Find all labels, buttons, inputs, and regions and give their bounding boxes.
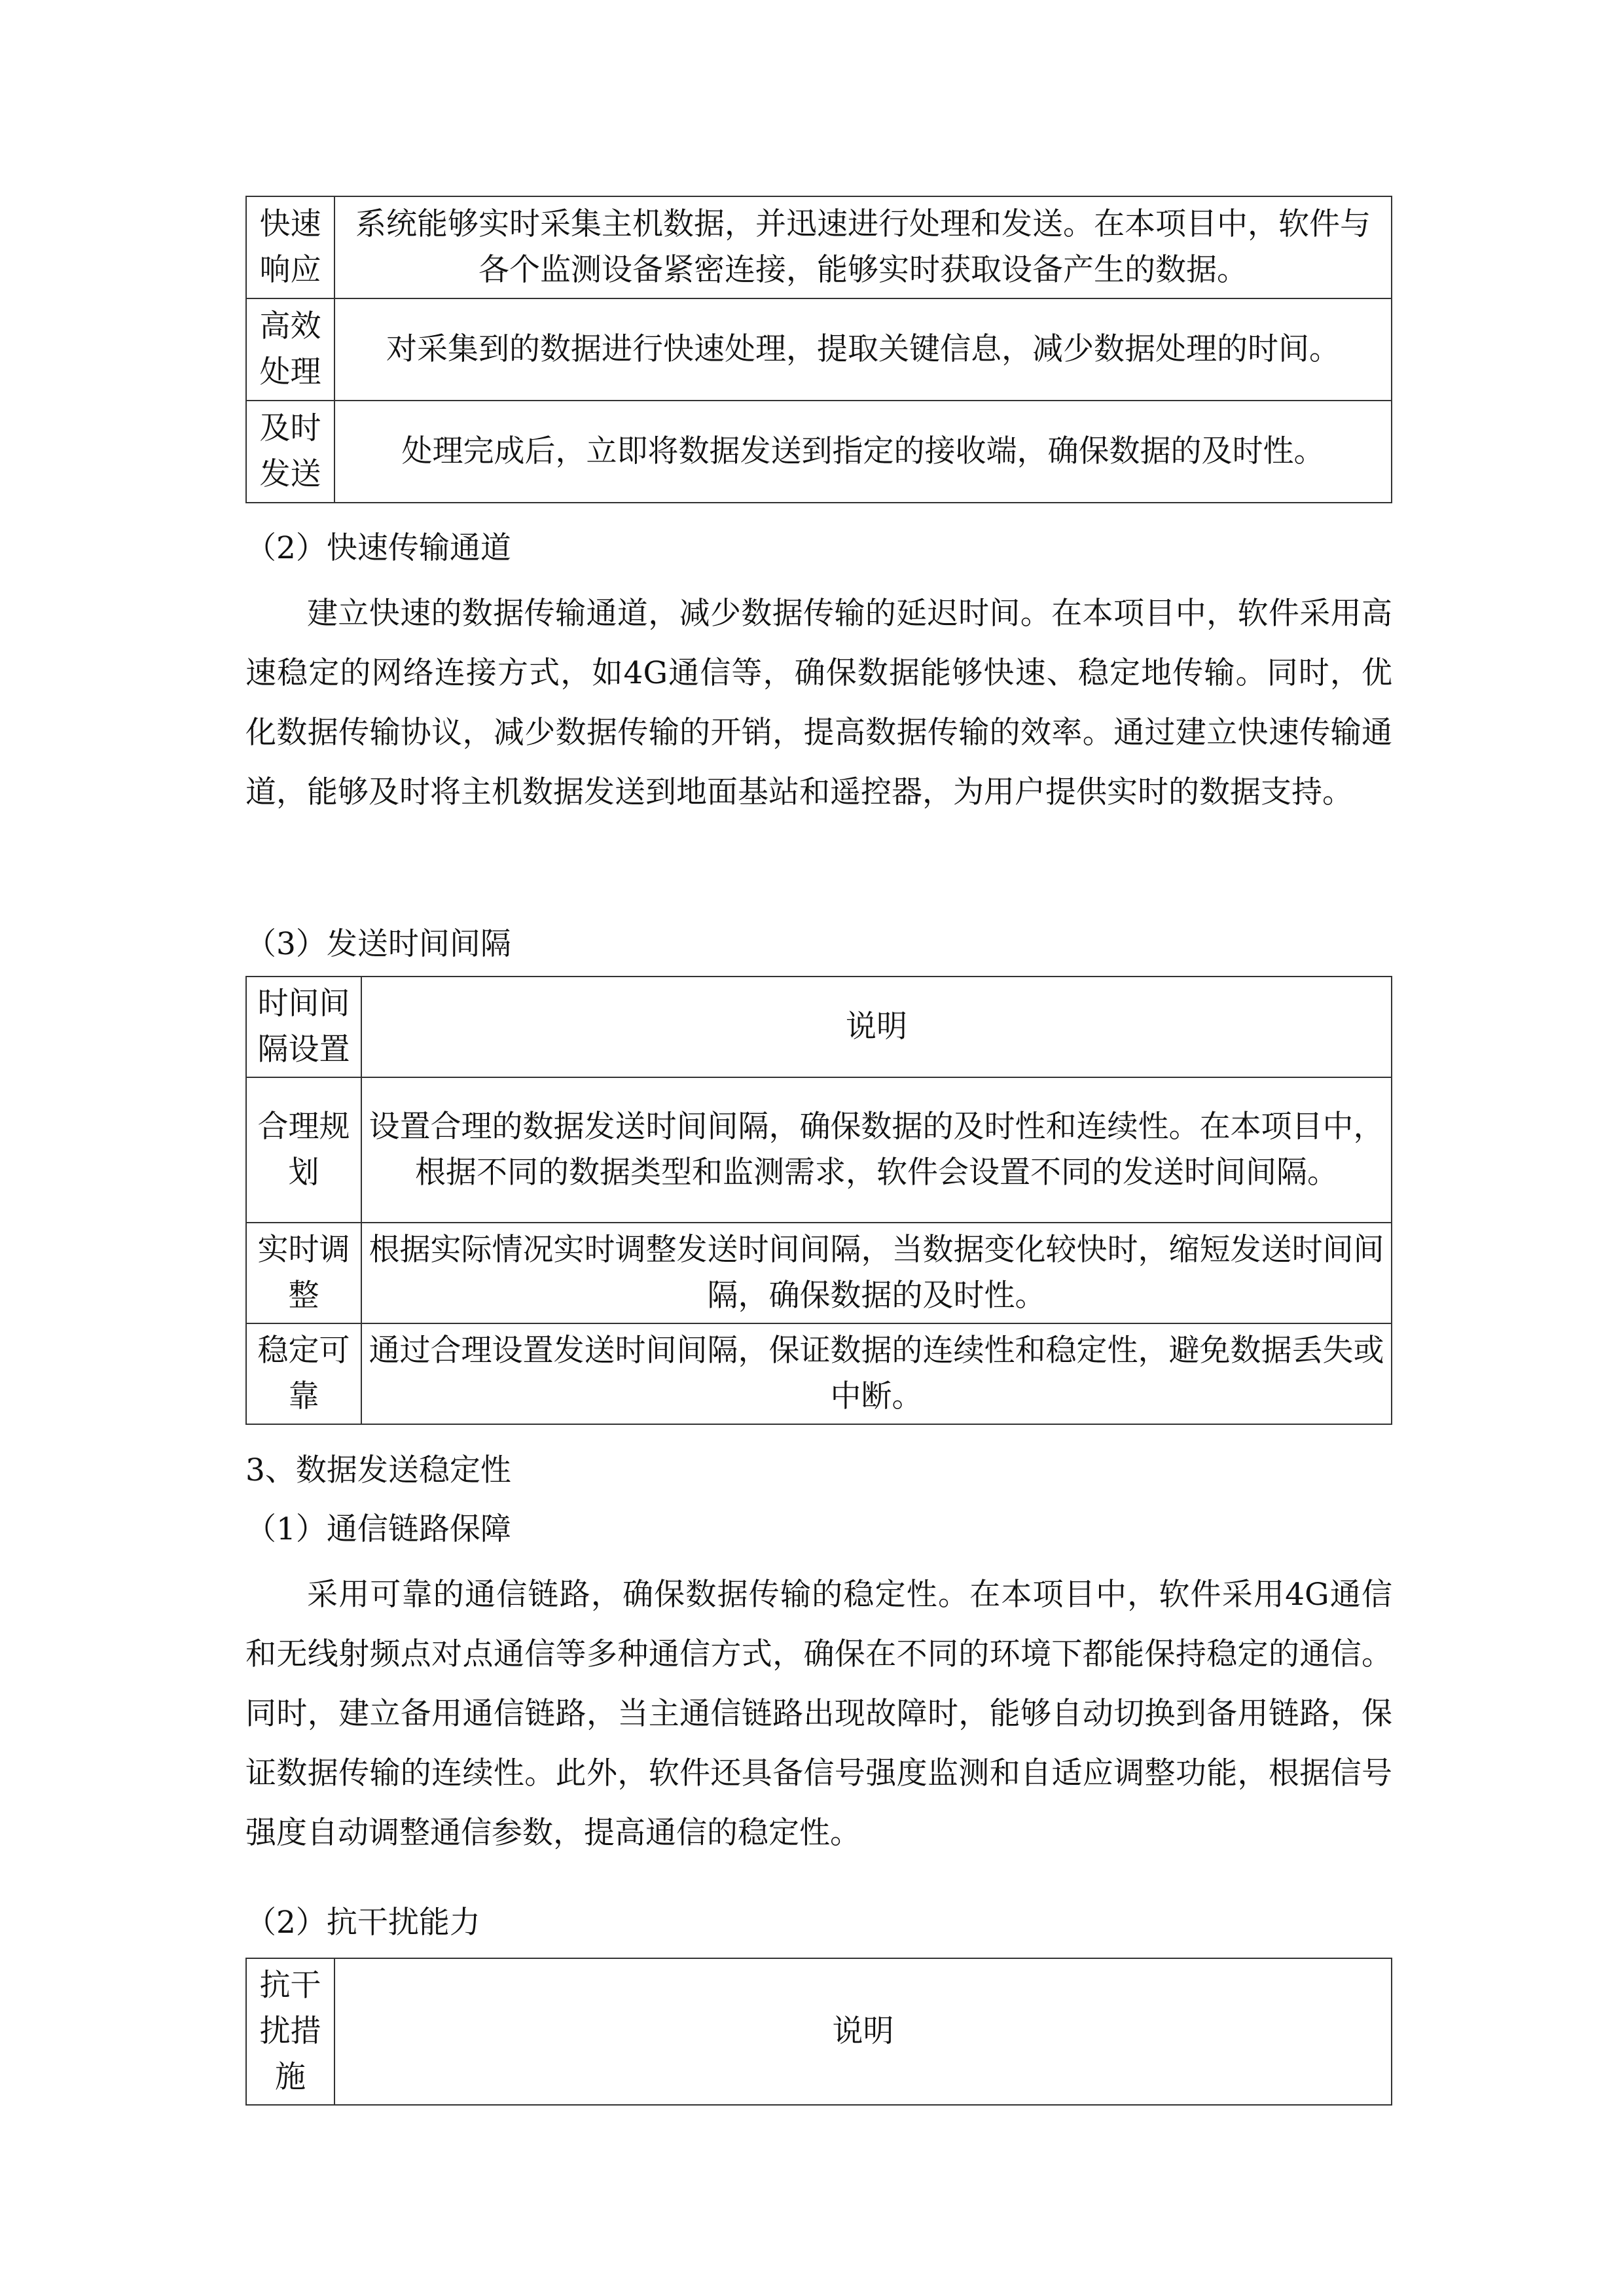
table-desc-header: 说明 — [361, 977, 1392, 1077]
paragraph-fast-channel: 建立快速的数据传输通道，减少数据传输的延迟时间。在本项目中，软件采用高速稳定的网络连接方式，如4G通信等，确保数据能够快速、稳定地传输。同时，优化数据传输协议，减少数据传输的开销，提高数据传输的效率。通过建立快速传输通道，能够及时将主机数据发送到地面基站和遥控器，为用户提供实时的数据支持。 — [245, 596, 1392, 810]
section-heading-anti: （2）抗干扰能力 — [245, 1905, 480, 1941]
section-heading-stability: 3、数据发送稳定性 — [245, 1452, 511, 1488]
table-desc-cell: 通过合理设置发送时间间隔，保证数据的连续性和稳定性，避免数据丢失或中断。 — [361, 1323, 1392, 1424]
table-header-row — [246, 1958, 1392, 2105]
anti-interference-table — [245, 1958, 1392, 2106]
table-desc-header: 说明 — [334, 1958, 1392, 2105]
table-term-cell: 高效处理 — [246, 298, 334, 401]
table-term-cell: 实时调整 — [246, 1223, 361, 1323]
section-heading-interval: （3）发送时间间隔 — [245, 926, 511, 962]
table-desc-cell: 对采集到的数据进行快速处理，提取关键信息，减少数据处理的时间。 — [334, 298, 1392, 401]
section-heading-link: （1）通信链路保障 — [245, 1511, 511, 1547]
table-row — [246, 1077, 1392, 1223]
table-term-header: 抗干扰措施 — [246, 1958, 334, 2105]
table-row — [246, 401, 1392, 503]
section-heading-fast-channel: （2）快速传输通道 — [245, 530, 511, 566]
table-desc-cell: 处理完成后，立即将数据发送到指定的接收端，确保数据的及时性。 — [334, 401, 1392, 503]
table-term-header: 时间间隔设置 — [246, 977, 361, 1077]
table-row — [246, 1323, 1392, 1424]
table-desc-cell: 系统能够实时采集主机数据，并迅速进行处理和发送。在本项目中，软件与各个监测设备紧密连接，能够实时获取设备产生的数据。 — [334, 196, 1392, 298]
table-term-cell: 及时发送 — [246, 401, 334, 503]
table-desc-cell: 设置合理的数据发送时间间隔，确保数据的及时性和连续性。在本项目中，根据不同的数据类型和监测需求，软件会设置不同的发送时间间隔。 — [361, 1077, 1392, 1223]
table-term-cell: 合理规划 — [246, 1077, 361, 1223]
paragraph-link: 采用可靠的通信链路，确保数据传输的稳定性。在本项目中，软件采用4G通信和无线射频点对点通信等多种通信方式，确保在不同的环境下都能保持稳定的通信。同时，建立备用通信链路，当主通信链路出现故障时，能够自动切换到备用链路，保证数据传输的连续性。此外，软件还具备信号强度监测和自适应调整功能，根据信号强度自动调整通信参数，提高通信的稳定性。 — [245, 1577, 1392, 1851]
table-header-row — [246, 977, 1392, 1077]
table-term-cell: 稳定可靠 — [246, 1323, 361, 1424]
table-row — [246, 1223, 1392, 1323]
table-row — [246, 298, 1392, 401]
table-term-cell: 快速响应 — [246, 196, 334, 298]
table-row — [246, 196, 1392, 298]
response-table — [245, 196, 1392, 503]
interval-table — [245, 976, 1392, 1425]
table-desc-cell: 根据实际情况实时调整发送时间间隔，当数据变化较快时，缩短发送时间间隔，确保数据的及时性。 — [361, 1223, 1392, 1323]
